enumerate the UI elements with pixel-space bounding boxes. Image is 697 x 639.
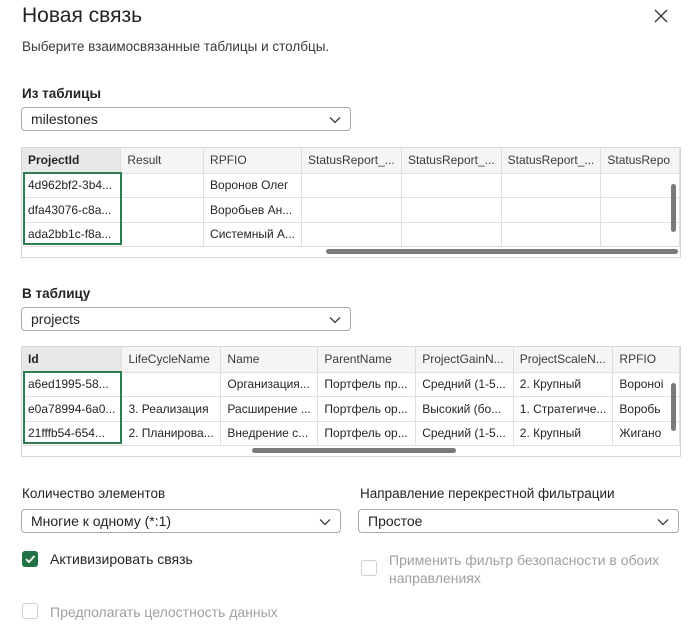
table-cell[interactable]: Портфель пр... (318, 372, 416, 397)
table-cell[interactable] (601, 173, 680, 198)
referential-integrity-checkbox[interactable] (22, 603, 38, 619)
column-header[interactable]: StatusReport_... (302, 148, 402, 173)
table-cell[interactable]: a6ed1995-58... (22, 372, 122, 397)
check-icon (23, 552, 37, 566)
column-header[interactable]: Name (221, 347, 318, 372)
column-header[interactable]: ParentName (318, 347, 416, 372)
column-header[interactable]: StatusReport_... (401, 148, 501, 173)
table-cell[interactable]: Воронов Олег (204, 173, 302, 198)
table-cell[interactable]: 21fffb54-654... (22, 421, 122, 446)
activate-relationship-checkbox[interactable] (22, 551, 38, 567)
column-header-id[interactable]: Id (22, 347, 122, 372)
table-row (22, 372, 680, 397)
table-cell[interactable] (501, 173, 601, 198)
column-header[interactable]: Result (121, 148, 204, 173)
table-cell[interactable]: Внедрение с... (221, 421, 318, 446)
table-cell[interactable]: Жигано (613, 421, 680, 446)
scrollbar-thumb[interactable] (252, 448, 456, 453)
table-row (22, 397, 680, 422)
to-table-dropdown[interactable] (21, 307, 351, 331)
scrollbar-thumb[interactable] (671, 184, 676, 232)
scrollbar-thumb[interactable] (671, 383, 676, 431)
table-cell[interactable] (121, 222, 204, 247)
security-filter-label-line2: направлениях (389, 570, 481, 586)
security-filter-checkbox[interactable] (361, 560, 377, 576)
crossfilter-label: Направление перекрестной фильтрации (360, 486, 615, 501)
table-cell[interactable]: Средний (1-5... (416, 372, 514, 397)
column-header[interactable]: RPFIO (204, 148, 302, 173)
column-header-projectid[interactable]: ProjectId (22, 148, 121, 173)
column-header[interactable]: StatusReport_... (501, 148, 601, 173)
column-header[interactable]: LifeCycleName (122, 347, 221, 372)
table-cell[interactable] (121, 198, 204, 223)
table-cell[interactable]: Портфель ор... (318, 397, 416, 422)
table-cell[interactable]: ada2bb1c-f8a... (22, 222, 121, 247)
table-cell[interactable]: Воробь (613, 397, 680, 422)
table-cell[interactable] (601, 222, 680, 247)
security-filter-label (389, 551, 659, 587)
dialog-subtitle: Выберите взаимосвязанные таблицы и столбцы. (22, 39, 330, 54)
table-cell[interactable]: e0a78994-6a0... (22, 397, 122, 422)
activate-relationship-label: Активизировать связь (50, 551, 193, 567)
table-cell[interactable] (302, 222, 402, 247)
vertical-scrollbar[interactable] (671, 178, 677, 248)
to-table-preview-grid[interactable] (21, 346, 681, 457)
table-cell[interactable]: Организация... (221, 372, 318, 397)
table-row (22, 198, 680, 223)
table-cell[interactable]: Воробьев Ан... (204, 198, 302, 223)
table-cell[interactable]: Вороноі (613, 372, 680, 397)
horizontal-scrollbar[interactable] (24, 247, 678, 255)
crossfilter-dropdown[interactable] (358, 509, 679, 533)
table-cell[interactable] (302, 198, 402, 223)
table-row (22, 173, 680, 198)
crossfilter-value: Простое (368, 513, 423, 529)
table-cell[interactable] (122, 372, 221, 397)
dialog-title: Новая связь (22, 4, 143, 27)
column-header[interactable]: ProjectScaleN... (513, 347, 613, 372)
cardinality-dropdown[interactable] (21, 509, 341, 533)
table-cell[interactable]: Системный А... (204, 222, 302, 247)
table-header-row (22, 347, 680, 372)
table-header-row (22, 148, 680, 173)
table-cell[interactable] (501, 222, 601, 247)
cardinality-label: Количество элементов (22, 486, 166, 501)
table-cell[interactable]: 2. Планирова... (122, 421, 221, 446)
scrollbar-thumb[interactable] (326, 249, 678, 254)
table-cell[interactable]: dfa43076-c8a... (22, 198, 121, 223)
to-table-preview (22, 347, 680, 446)
table-cell[interactable] (401, 173, 501, 198)
table-row (22, 421, 680, 446)
referential-integrity-label: Предполагать целостность данных (50, 604, 278, 620)
security-filter-label-line1: Применить фильтр безопасности в обоих (389, 552, 660, 568)
table-cell[interactable]: 2. Крупный (513, 421, 613, 446)
table-cell[interactable] (601, 198, 680, 223)
table-cell[interactable] (401, 198, 501, 223)
from-table-preview (22, 148, 680, 247)
from-table-dropdown[interactable] (21, 107, 351, 131)
table-cell[interactable]: Высокий (бо... (416, 397, 514, 422)
table-row (22, 222, 680, 247)
table-cell[interactable]: Портфель ор... (318, 421, 416, 446)
column-header[interactable]: ProjectGainN... (416, 347, 514, 372)
vertical-scrollbar[interactable] (671, 377, 677, 447)
table-cell[interactable] (121, 173, 204, 198)
chevron-down-icon (328, 313, 342, 327)
column-header[interactable]: RPFIO (613, 347, 680, 372)
table-cell[interactable]: 4d962bf2-3b4... (22, 173, 121, 198)
close-icon[interactable] (651, 6, 671, 26)
chevron-down-icon (328, 113, 342, 127)
cardinality-value: Многие к одному (*:1) (31, 513, 172, 529)
table-cell[interactable]: Расширение ... (221, 397, 318, 422)
table-cell[interactable] (501, 198, 601, 223)
table-cell[interactable]: 3. Реализация (122, 397, 221, 422)
horizontal-scrollbar[interactable] (24, 446, 678, 454)
chevron-down-icon (656, 515, 670, 529)
chevron-down-icon (318, 515, 332, 529)
table-cell[interactable]: 1. Стратегиче... (513, 397, 613, 422)
from-table-label: Из таблицы (22, 86, 101, 101)
to-table-label: В таблицу (22, 286, 91, 301)
table-cell[interactable]: 2. Крупный (513, 372, 613, 397)
column-header[interactable]: StatusRepo (601, 148, 680, 173)
from-table-preview-grid[interactable] (21, 147, 681, 258)
table-cell[interactable] (302, 173, 402, 198)
table-cell[interactable]: Средний (1-5... (416, 421, 514, 446)
from-table-value: milestones (31, 111, 98, 127)
to-table-value: projects (31, 311, 81, 327)
table-cell[interactable] (401, 222, 501, 247)
